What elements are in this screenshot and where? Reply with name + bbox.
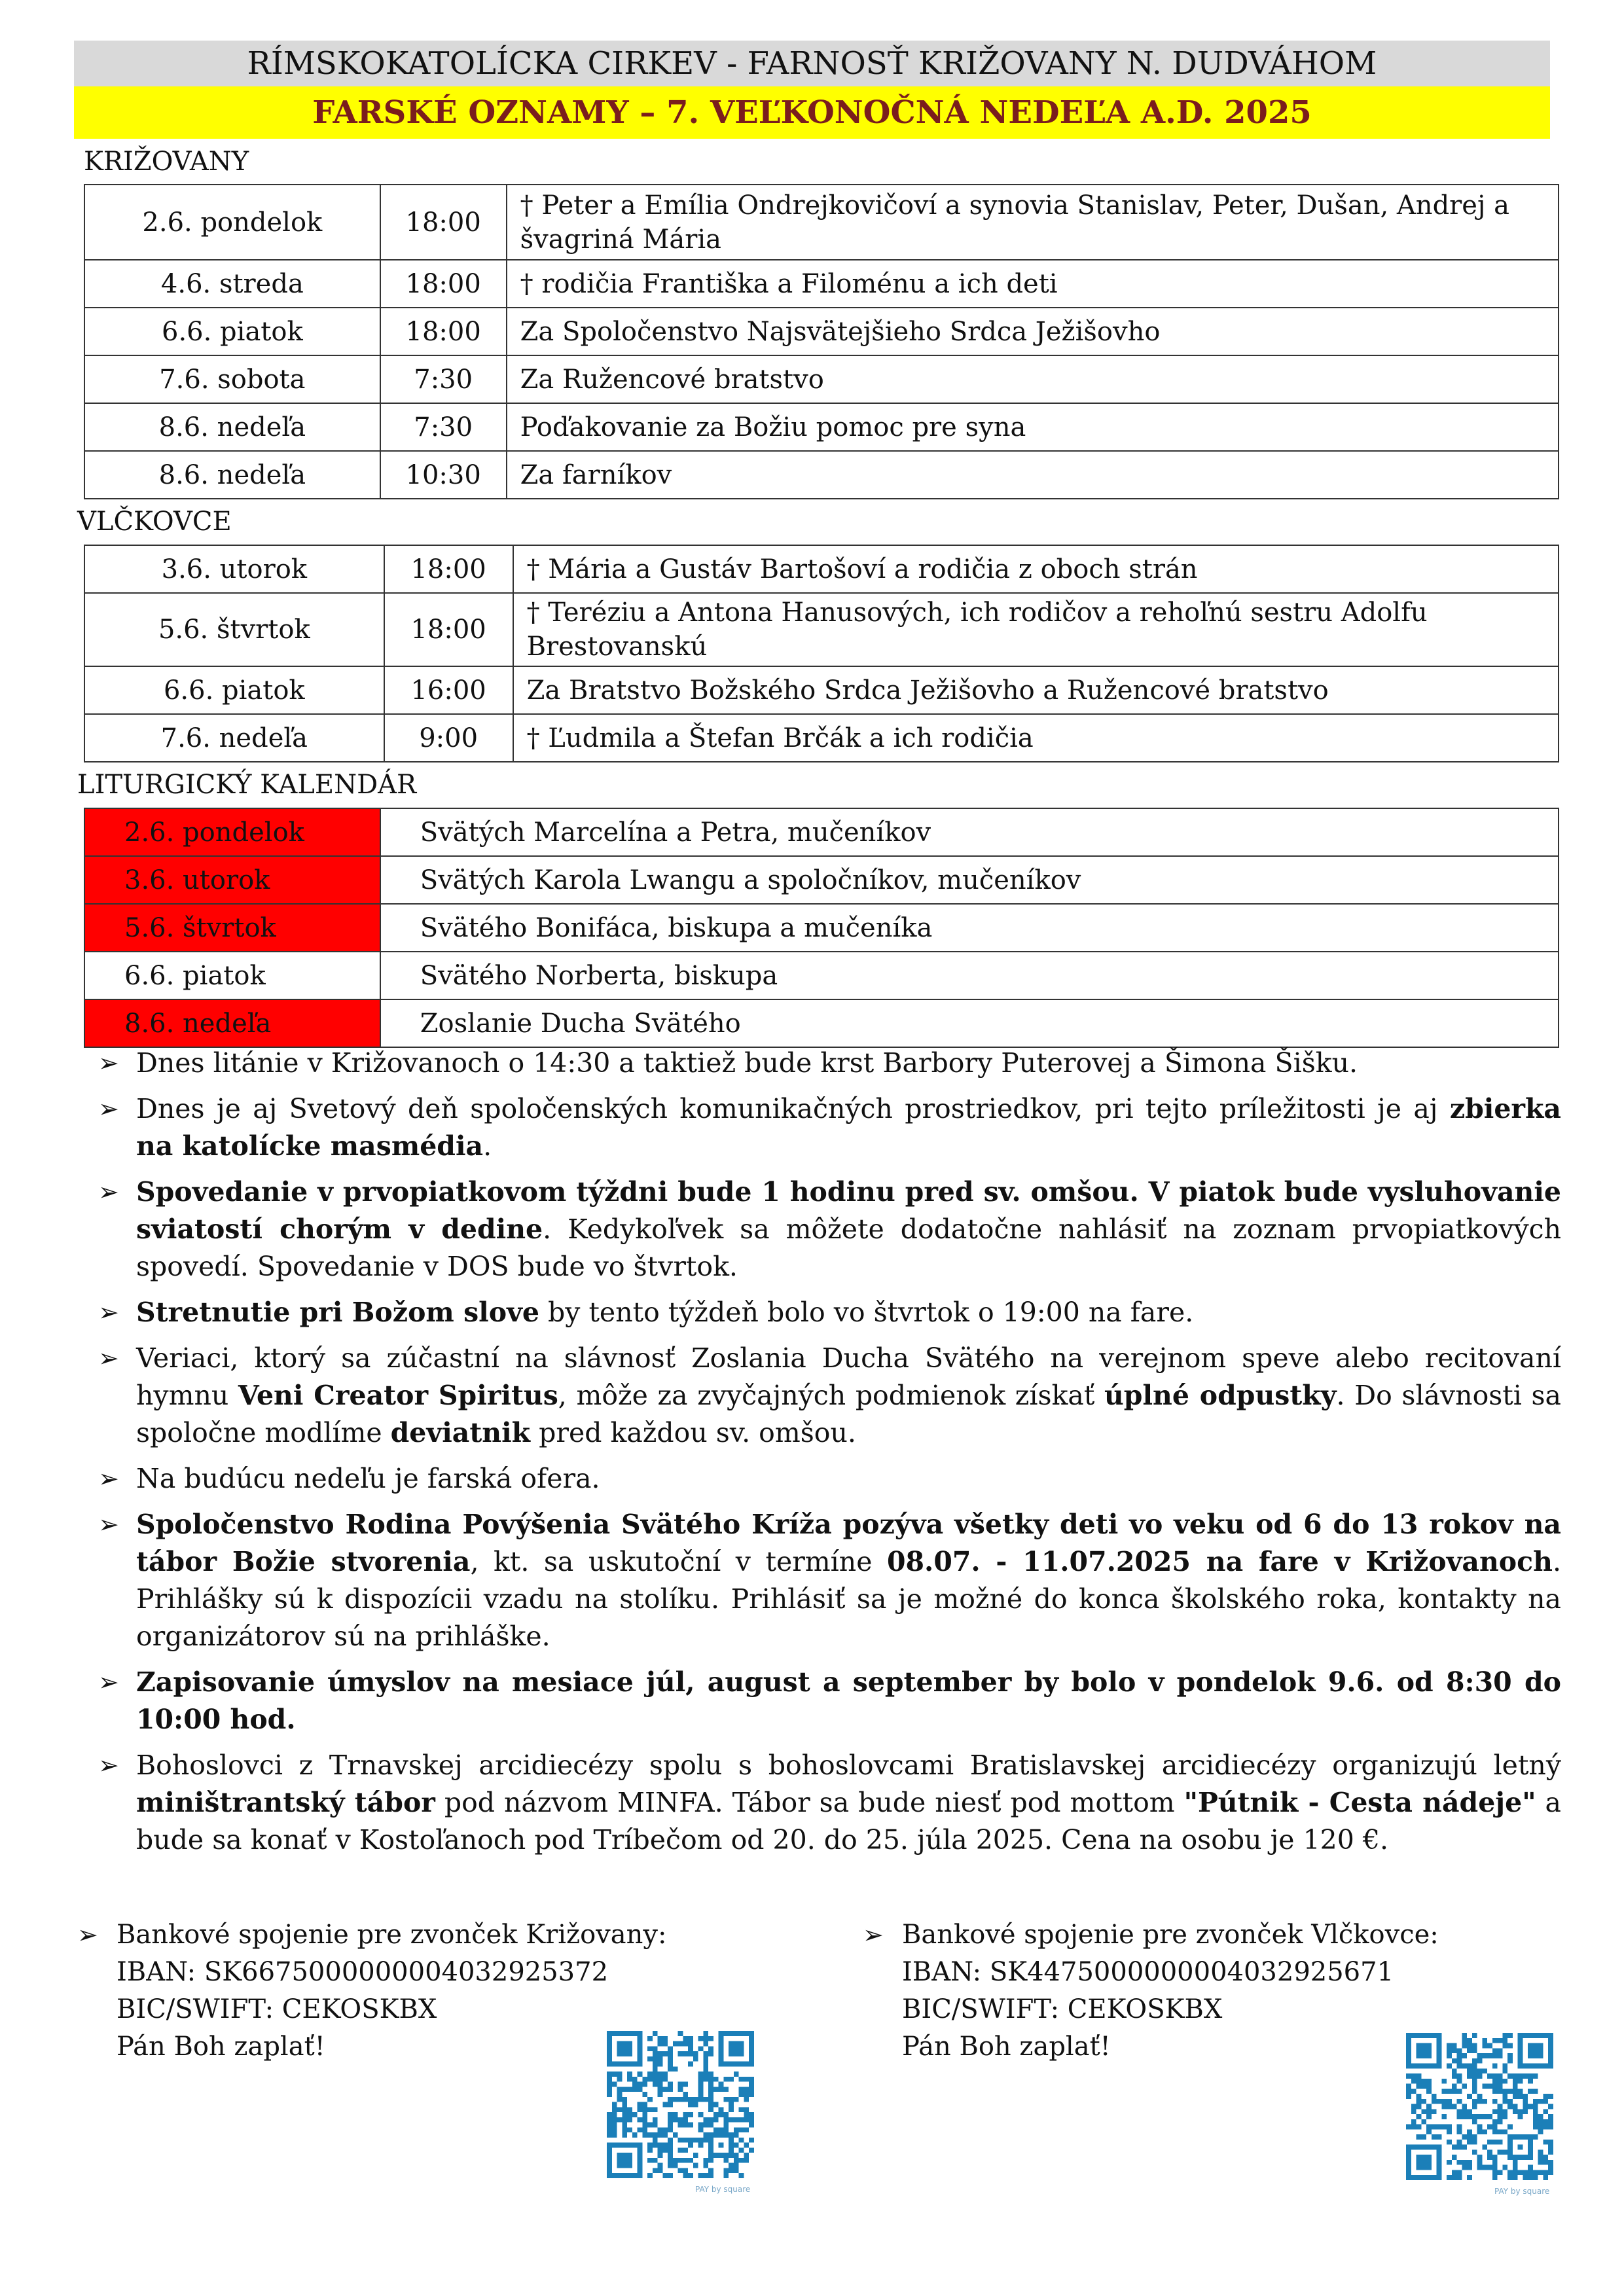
announcement-text: Dnes je aj Svetový deň spoločenských komunikačných prostriedkov, pri tejto príležitosti je aj — [136, 1093, 1450, 1124]
mass-time: 18:00 — [384, 593, 513, 666]
mass-intention: † Teréziu a Antona Hanusových, ich rodičov a rehoľnú sestru Adolfu Brestovanskú — [513, 593, 1559, 666]
arrow-bullet-icon: ➢ — [98, 1510, 119, 1539]
mass-time: 10:30 — [380, 451, 507, 499]
announcement-item — [98, 1045, 1561, 1082]
announcement-bold-text: 08.07. - 11.07.2025 na fare v Križovanoch — [887, 1546, 1553, 1577]
announcement-text: a bude sa konať v Kostoľanoch pod Tríbečom od 20. do 25. júla 2025. Cena na osobu je 120 €. — [136, 1787, 1561, 1856]
announcement-text: . — [483, 1130, 492, 1162]
mass-intention: † Mária a Gustáv Bartošoví a rodičia z oboch strán — [513, 545, 1559, 593]
arrow-bullet-icon: ➢ — [98, 1049, 119, 1077]
table-row — [84, 999, 1559, 1047]
table-row — [84, 260, 1559, 308]
announcement-text: Dnes litánie v Križovanoch o 14:30 a taktiež bude krst Barbory Puterovej a Šimona Šišku. — [136, 1047, 1358, 1079]
announcement-item — [98, 1460, 1561, 1498]
announcement-bold-text: Spovedanie v prvopiatkovom týždni bude 1 hodinu pred sv. omšou. V piatok bude vysluhovanie sviatostí chorým v dedine — [136, 1176, 1561, 1245]
announcement-bold-text: Veni Creator Spiritus — [238, 1380, 558, 1411]
parish-title: RÍMSKOKATOLÍCKA CIRKEV - FARNOSŤ KRIŽOVANY N. DUDVÁHOM — [74, 41, 1550, 86]
table-row — [84, 666, 1559, 714]
pay-by-square-caption: PAY by square — [695, 2185, 751, 2194]
mass-day: 3.6. utorok — [84, 545, 384, 593]
table-row — [84, 545, 1559, 593]
arrow-bullet-icon: ➢ — [98, 1464, 119, 1493]
mass-intention: Za Ružencové bratstvo — [507, 355, 1559, 403]
bank-bic: BIC/SWIFT: CEKOSKBX — [117, 1994, 437, 2024]
mass-intention: Za farníkov — [507, 451, 1559, 499]
table-row — [84, 308, 1559, 355]
calendar-feast: Svätých Karola Lwangu a spoločníkov, mučeníkov — [380, 856, 1559, 904]
mass-time: 18:00 — [380, 185, 507, 260]
bank-thanks: Pán Boh zaplať! — [902, 2032, 1111, 2062]
arrow-bullet-icon: ➢ — [98, 1344, 119, 1372]
announcement-item — [98, 1340, 1561, 1452]
table-row — [84, 451, 1559, 499]
announcement-text: . Prihlášky sú k dispozícii vzadu na stolíku. Prihlásiť sa je možné do konca školského roka, kontakty na organizátorov sú na prihláške. — [136, 1546, 1561, 1652]
mass-day: 5.6. štvrtok — [84, 593, 384, 666]
mass-time: 9:00 — [384, 714, 513, 762]
announcement-text: Bohoslovci z Trnavskej arcidiecézy spolu s bohoslovcami Bratislavskej arcidiecézy organizujú letný — [136, 1749, 1561, 1781]
announcement-text: by tento týždeň bolo vo štvrtok o 19:00 na fare. — [539, 1297, 1194, 1328]
mass-day: 6.6. piatok — [84, 308, 380, 355]
announcement-text: . Do slávnosti sa spoločne modlíme — [136, 1380, 1561, 1448]
mass-time: 7:30 — [380, 403, 507, 451]
mass-intention: † rodičia Františka a Filoménu a ich deti — [507, 260, 1559, 308]
calendar-feast: Svätého Norberta, biskupa — [380, 952, 1559, 999]
mass-intention: † Peter a Emília Ondrejkovičoví a synovia Stanislav, Peter, Dušan, Andrej a švagriná Mária — [507, 185, 1559, 260]
announcement-text: , kt. sa uskutoční v termíne — [470, 1546, 887, 1577]
mass-day: 4.6. streda — [84, 260, 380, 308]
announcement-text: , môže za zvyčajných podmienok získať — [558, 1380, 1104, 1411]
bank-iban: IBAN: SK6675000000004032925372 — [117, 1957, 609, 1987]
announcement-text: pred každou sv. omšou. — [530, 1417, 856, 1448]
calendar-day: 6.6. piatok — [84, 952, 380, 999]
liturgical-calendar-table — [84, 808, 1559, 1048]
table-row — [84, 355, 1559, 403]
mass-time: 7:30 — [380, 355, 507, 403]
announcement-bold-text: zbierka na katolícke masmédia — [136, 1093, 1561, 1162]
mass-day: 8.6. nedeľa — [84, 451, 380, 499]
announcement-text: Veriaci, ktorý sa zúčastní na slávnosť Zoslania Ducha Svätého na verejnom speve alebo recitovaní hymnu — [136, 1342, 1561, 1411]
announcement-bold-text: úplné odpustky — [1104, 1380, 1337, 1411]
announcement-item — [98, 1294, 1561, 1331]
mass-intention: † Ľudmila a Štefan Brčák a ich rodičia — [513, 714, 1559, 762]
arrow-bullet-icon: ➢ — [863, 1920, 884, 1949]
table-row — [84, 856, 1559, 904]
pay-by-square-caption: PAY by square — [1494, 2187, 1550, 2196]
table-row — [84, 808, 1559, 856]
arrow-bullet-icon: ➢ — [98, 1298, 119, 1327]
table-row — [84, 904, 1559, 952]
announcement-text: Na budúcu nedeľu je farská ofera. — [136, 1463, 600, 1494]
announcement-item — [98, 1664, 1561, 1738]
mass-day: 7.6. sobota — [84, 355, 380, 403]
announcement-text: pod názvom MINFA. Tábor sa bude niesť pod mottom — [435, 1787, 1184, 1818]
arrow-bullet-icon: ➢ — [98, 1094, 119, 1123]
mass-intention: Za Spoločenstvo Najsvätejšieho Srdca Ježišovho — [507, 308, 1559, 355]
bank-thanks: Pán Boh zaplať! — [117, 2032, 325, 2062]
mass-time: 16:00 — [384, 666, 513, 714]
bank-iban: IBAN: SK4475000000004032925671 — [902, 1957, 1394, 1987]
announcement-bold-text: Spoločenstvo Rodina Povýšenia Svätého Kríža pozýva všetky deti vo veku od 6 do 13 rokov na tábor Božie stvorenia — [136, 1509, 1561, 1577]
arrow-bullet-icon: ➢ — [98, 1177, 119, 1206]
calendar-day: 8.6. nedeľa — [84, 999, 380, 1047]
announcement-item — [98, 1506, 1561, 1655]
table-row — [84, 593, 1559, 666]
mass-intention: Za Bratstvo Božského Srdca Ježišovho a Ružencové bratstvo — [513, 666, 1559, 714]
calendar-day: 3.6. utorok — [84, 856, 380, 904]
mass-day: 7.6. nedeľa — [84, 714, 384, 762]
qr-code-krizovany — [607, 2031, 754, 2178]
announcement-title: FARSKÉ OZNAMY – 7. VEĽKONOČNÁ NEDEĽA A.D. 2025 — [74, 86, 1550, 139]
table-row — [84, 403, 1559, 451]
mass-table-vlckovce — [84, 545, 1559, 762]
section-label-calendar: LITURGICKÝ KALENDÁR — [77, 770, 417, 800]
section-label-krizovany: KRIŽOVANY — [84, 147, 249, 177]
qr-code-vlckovce — [1406, 2033, 1553, 2180]
table-row — [84, 185, 1559, 260]
mass-table-krizovany — [84, 184, 1559, 499]
mass-day: 2.6. pondelok — [84, 185, 380, 260]
calendar-feast: Zoslanie Ducha Svätého — [380, 999, 1559, 1047]
mass-time: 18:00 — [380, 308, 507, 355]
announcement-bold-text: Zapisovanie úmyslov na mesiace júl, august a september by bolo v pondelok 9.6. od 8:30 do 10:00 hod. — [136, 1666, 1561, 1735]
announcement-item — [98, 1090, 1561, 1165]
section-label-vlckovce: VLČKOVCE — [77, 507, 232, 537]
mass-intention: Poďakovanie za Božiu pomoc pre syna — [507, 403, 1559, 451]
calendar-day: 5.6. štvrtok — [84, 904, 380, 952]
bank-bic: BIC/SWIFT: CEKOSKBX — [902, 1994, 1223, 2024]
announcement-text: . Kedykoľvek sa môžete dodatočne nahlásiť na zoznam prvopiatkových spovedí. Spovedanie v DOS bude vo štvrtok. — [136, 1213, 1561, 1282]
mass-time: 18:00 — [384, 545, 513, 593]
arrow-bullet-icon: ➢ — [77, 1920, 98, 1949]
arrow-bullet-icon: ➢ — [98, 1751, 119, 1780]
announcement-list — [98, 1045, 1561, 1867]
bank-info-vlckovce — [863, 1916, 1439, 2066]
arrow-bullet-icon: ➢ — [98, 1668, 119, 1696]
calendar-feast: Svätých Marcelína a Petra, mučeníkov — [380, 808, 1559, 856]
bank-title: Bankové spojenie pre zvonček Križovany: — [117, 1920, 667, 1950]
announcement-bold-text: miništrantský tábor — [136, 1787, 435, 1818]
mass-time: 18:00 — [380, 260, 507, 308]
announcement-item — [98, 1747, 1561, 1859]
bank-info-krizovany — [77, 1916, 667, 2066]
announcement-bold-text: Stretnutie pri Božom slove — [136, 1297, 539, 1328]
bank-title: Bankové spojenie pre zvonček Vlčkovce: — [902, 1920, 1439, 1950]
announcement-bold-text: "Pútnik - Cesta nádeje" — [1183, 1787, 1536, 1818]
announcement-item — [98, 1174, 1561, 1285]
mass-day: 8.6. nedeľa — [84, 403, 380, 451]
table-row — [84, 952, 1559, 999]
mass-day: 6.6. piatok — [84, 666, 384, 714]
calendar-feast: Svätého Bonifáca, biskupa a mučeníka — [380, 904, 1559, 952]
calendar-day: 2.6. pondelok — [84, 808, 380, 856]
announcement-bold-text: deviatnik — [390, 1417, 531, 1448]
table-row — [84, 714, 1559, 762]
